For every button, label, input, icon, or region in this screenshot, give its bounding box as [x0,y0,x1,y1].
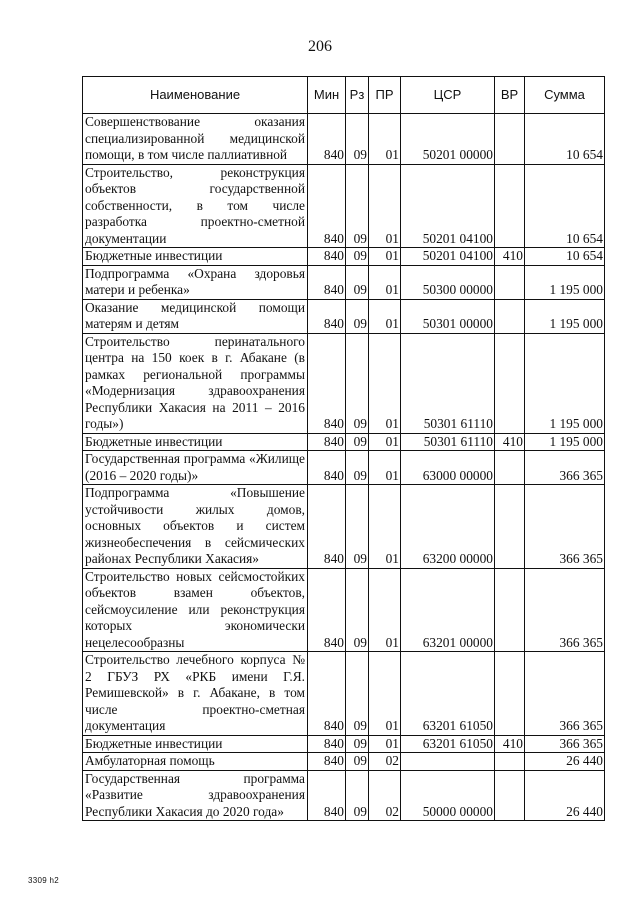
row-min: 840 [308,485,346,569]
row-rz: 09 [346,735,369,753]
table-row [83,248,605,266]
footer-code: 3309 h2 [28,876,60,885]
row-csr [401,753,495,771]
row-pr: 01 [369,568,401,652]
table-row [83,433,605,451]
row-vr: 410 [495,433,525,451]
row-vr [495,753,525,771]
row-min: 840 [308,248,346,266]
table-row [83,735,605,753]
row-csr: 50301 61110 [401,433,495,451]
row-csr: 63200 00000 [401,485,495,569]
row-min: 840 [308,164,346,248]
row-vr [495,652,525,736]
table-row [83,485,605,569]
row-rz: 09 [346,568,369,652]
row-min: 840 [308,451,346,485]
page-number: 206 [308,38,332,55]
row-vr [495,265,525,299]
row-pr: 02 [369,770,401,821]
row-rz: 09 [346,265,369,299]
header-vr: ВР [495,77,525,114]
table-row [83,333,605,433]
row-min: 840 [308,333,346,433]
row-name: Строительство перинатального центра на 150 коек в г. Абакане (в рамках региональной программы «Модернизация здравоохранения Республики Хакасия на 2011 – 2016 годы») [83,333,308,433]
row-pr: 01 [369,451,401,485]
row-name: Подпрограмма «Охрана здоровья матери и ребенка» [83,265,308,299]
row-pr: 01 [369,652,401,736]
header-name: Наименование [83,77,308,114]
row-csr: 50000 00000 [401,770,495,821]
row-sum: 366 365 [525,652,605,736]
row-pr: 01 [369,735,401,753]
table-row [83,164,605,248]
row-csr: 50301 00000 [401,299,495,333]
row-vr [495,451,525,485]
row-sum: 1 195 000 [525,265,605,299]
row-csr: 50201 04100 [401,248,495,266]
row-vr [495,568,525,652]
row-min: 840 [308,753,346,771]
row-rz: 09 [346,114,369,165]
row-pr: 02 [369,753,401,771]
row-sum: 366 365 [525,735,605,753]
row-name: Подпрограмма «Повышение устойчивости жилых домов, основных объектов и систем жизнеобеспечения в сейсмических районах Республики Хакасия» [83,485,308,569]
row-rz: 09 [346,451,369,485]
header-csr: ЦСР [401,77,495,114]
row-sum: 1 195 000 [525,333,605,433]
row-sum: 10 654 [525,164,605,248]
row-pr: 01 [369,248,401,266]
row-pr: 01 [369,485,401,569]
row-vr [495,770,525,821]
table-row [83,451,605,485]
row-name: Строительство лечебного корпуса № 2 ГБУЗ РХ «РКБ имени Г.Я. Ремишевской» в г. Абакане, в том числе проектно-сметная документация [83,652,308,736]
table-row [83,568,605,652]
table-row [83,753,605,771]
table-header-row [83,77,605,114]
row-vr: 410 [495,735,525,753]
row-pr: 01 [369,299,401,333]
header-rz: Рз [346,77,369,114]
table-row [83,114,605,165]
row-sum: 10 654 [525,114,605,165]
row-pr: 01 [369,333,401,433]
row-name: Бюджетные инвестиции [83,735,308,753]
header-sum: Сумма [525,77,605,114]
row-sum: 366 365 [525,485,605,569]
row-min: 840 [308,568,346,652]
row-rz: 09 [346,770,369,821]
row-rz: 09 [346,433,369,451]
row-csr: 50201 04100 [401,164,495,248]
row-name: Государственная программа «Развитие здравоохранения Республики Хакасия до 2020 года» [83,770,308,821]
row-rz: 09 [346,248,369,266]
row-vr [495,333,525,433]
row-sum: 366 365 [525,568,605,652]
row-name: Строительство, реконструкция объектов государственной собственности, в том числе разработка проектно-сметной документации [83,164,308,248]
row-min: 840 [308,735,346,753]
row-name: Бюджетные инвестиции [83,248,308,266]
row-name: Оказание медицинской помощи матерям и детям [83,299,308,333]
table-body [83,114,605,821]
row-min: 840 [308,770,346,821]
row-csr: 50201 00000 [401,114,495,165]
row-rz: 09 [346,485,369,569]
row-csr: 63201 61050 [401,735,495,753]
row-vr [495,299,525,333]
row-vr [495,485,525,569]
row-csr: 63000 00000 [401,451,495,485]
row-name: Бюджетные инвестиции [83,433,308,451]
row-sum: 26 440 [525,770,605,821]
row-sum: 1 195 000 [525,433,605,451]
row-csr: 63201 00000 [401,568,495,652]
row-min: 840 [308,652,346,736]
row-min: 840 [308,433,346,451]
row-min: 840 [308,299,346,333]
row-name: Государственная программа «Жилище (2016 – 2020 годы)» [83,451,308,485]
row-min: 840 [308,265,346,299]
row-vr [495,114,525,165]
row-rz: 09 [346,164,369,248]
row-pr: 01 [369,265,401,299]
row-pr: 01 [369,114,401,165]
table-row [83,770,605,821]
row-vr [495,164,525,248]
budget-table [82,76,605,821]
row-csr: 50300 00000 [401,265,495,299]
row-rz: 09 [346,652,369,736]
row-name: Амбулаторная помощь [83,753,308,771]
header-pr: ПР [369,77,401,114]
row-csr: 50301 61110 [401,333,495,433]
row-vr: 410 [495,248,525,266]
row-sum: 26 440 [525,753,605,771]
row-csr: 63201 61050 [401,652,495,736]
row-min: 840 [308,114,346,165]
header-min: Мин [308,77,346,114]
row-rz: 09 [346,333,369,433]
table-row [83,265,605,299]
row-rz: 09 [346,753,369,771]
table-row [83,299,605,333]
row-sum: 366 365 [525,451,605,485]
row-rz: 09 [346,299,369,333]
row-pr: 01 [369,164,401,248]
row-sum: 10 654 [525,248,605,266]
row-name: Строительство новых сейсмостойких объектов взамен объектов, сейсмоусиление или реконструкция которых экономически нецелесообразны [83,568,308,652]
row-pr: 01 [369,433,401,451]
table-row [83,652,605,736]
row-sum: 1 195 000 [525,299,605,333]
row-name: Совершенствование оказания специализированной медицинской помощи, в том числе паллиативной [83,114,308,165]
